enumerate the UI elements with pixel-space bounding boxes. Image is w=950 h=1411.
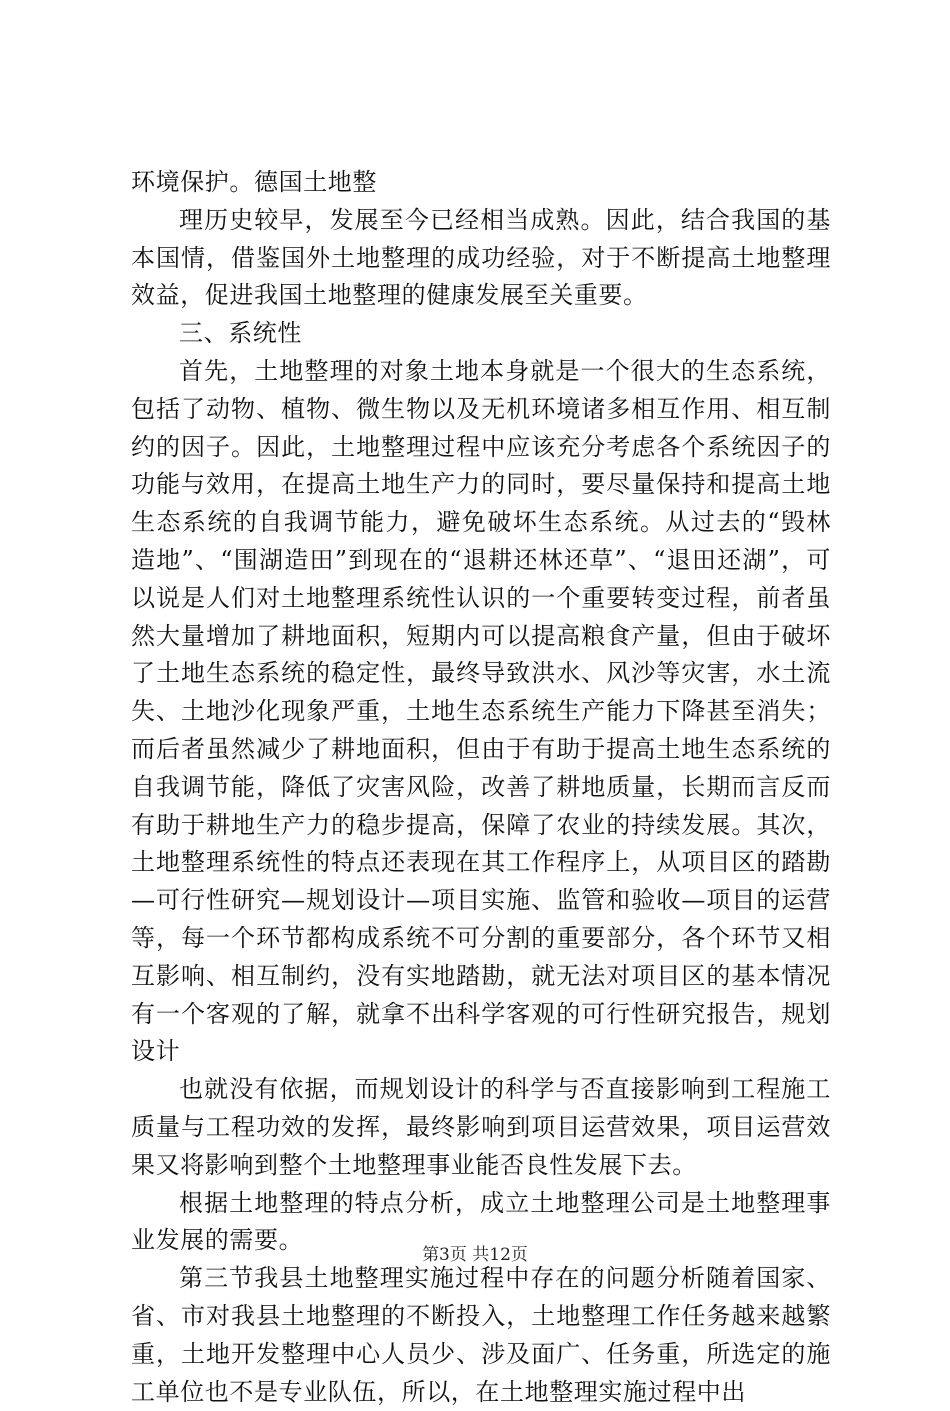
- page-footer: 第3页 共12页: [422, 1245, 528, 1265]
- paragraph-2: 理历史较早，发展至今已经相当成熟。因此，结合我国的基本国情，借鉴国外土地整理的成功经验，对于不断提高土地整理效益，促进我国土地整理的健康发展至关重要。: [131, 205, 831, 310]
- paragraph-4: 也就没有依据，而规划设计的科学与否直接影响到工程施工质量与工程功效的发挥，最终影响到项目运营效果，项目运营效果又将影响到整个土地整理事业能否良性发展下去。: [131, 1075, 831, 1179]
- document-body: [131, 164, 831, 1411]
- section-heading: 三、系统性: [179, 319, 302, 348]
- paragraph-5: 根据土地整理的特点分析，成立土地整理公司是土地整理事业发展的需要。: [131, 1188, 831, 1255]
- paragraph-6: 第三节我县土地整理实施过程中存在的问题分析随着国家、省、市对我县土地整理的不断投入，土地整理工作任务越来越繁重，土地开发整理中心人员少、涉及面广、任务重，所选定的施工单位也不是专业队伍，所以，在土地整理实施过程中出: [131, 1264, 831, 1406]
- paragraph-1: 环境保护。德国土地整: [131, 168, 377, 196]
- paragraph-3: 首先，土地整理的对象土地本身就是一个很大的生态系统，包括了动物、植物、微生物以及无机环境诸多相互作用、相互制约的因子。因此，土地整理过程中应该充分考虑各个系统因子的功能与效用，在提高土地生产力的同时，要尽量保持和提高土地生态系统的自我调节能力，避免破坏生态系统。从过去的“毁林造地”、“围湖造田”到现在的“退耕还林还草”、“退田还湖”，可以说是人们对土地整理系统性认识的一个重要转变过程，前者虽然大量增加了耕地面积，短期内可以提高粮食产量，但由于破坏了土地生态系统的稳定性，最终导致洪水、风沙等灾害，水土流失、土地沙化现象严重，土地生态系统生产能力下降甚至消失；而后者虽然减少了耕地面积，但由于有助于提高土地生态系统的自我调节能，降低了灾害风险，改善了耕地质量，长期而言反而有助于耕地生产力的稳步提高，保障了农业的持续发展。其次，土地整理系统性的特点还表现在其工作程序上，从项目区的踏勘—可行性研究—规划设计—项目实施、监管和验收—项目的运营等，每一个环节都构成系统不可分割的重要部分，各个环节又相互影响、相互制约，没有实地踏勘，就无法对项目区的基本情况有一个客观的了解，就拿不出科学客观的可行性研究报告，规划设计: [131, 356, 831, 1066]
